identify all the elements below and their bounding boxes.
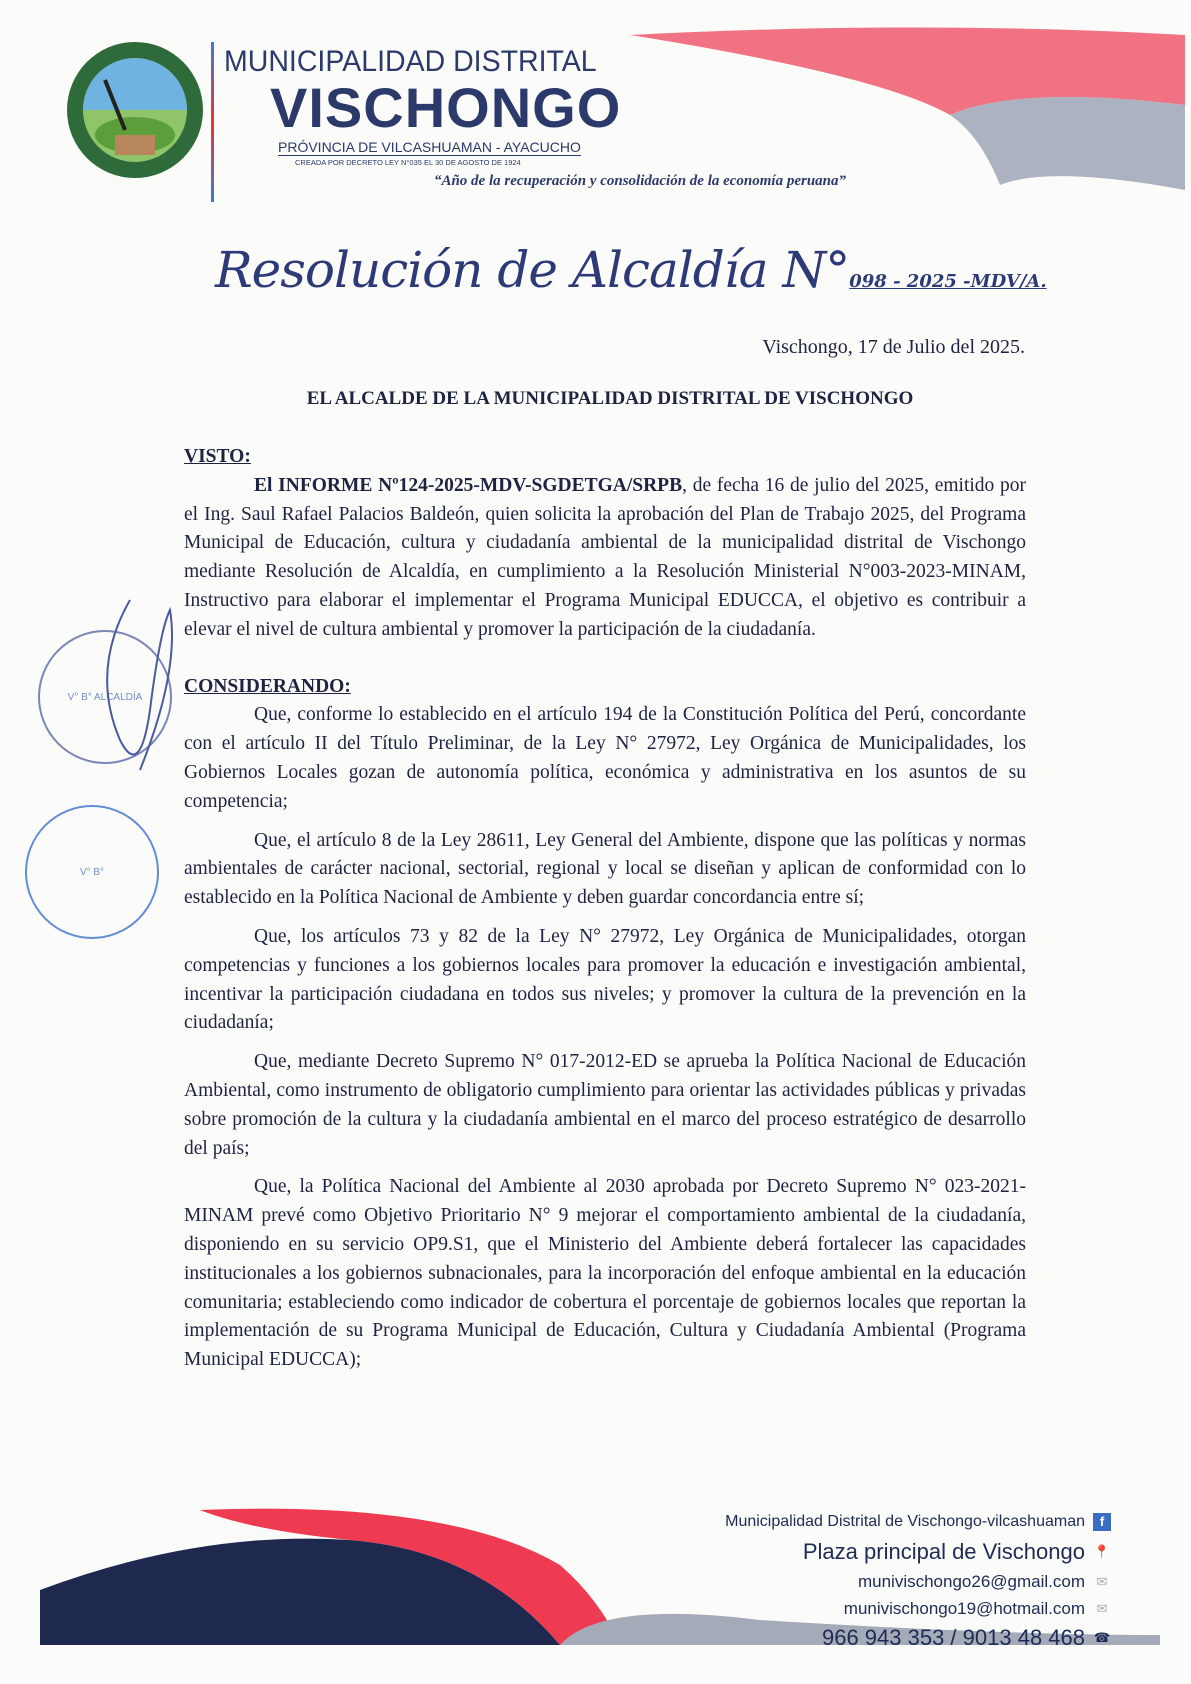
paragraph: Que, conforme lo establecido en el artículo 194 de la Constitución Política del Perú, concordante con el artículo II del Título Preliminar, de la Ley N° 27972, Ley Orgánica de Municipalidades, los Gobiernos Locales gozan de autonomía política, económica y administrativa en los asuntos de su competencia; (184, 704, 1026, 812)
paragraph: Que, el artículo 8 de la Ley 28611, Ley General del Ambiente, dispone que las políticas y normas ambientales de carácter nacional, sectorial, regional y local se diseñan y aplican de conformidad con lo establecido en la Política Nacional de Ambiente y deben guardar concordancia entre sí; (184, 829, 1026, 909)
email-hotmail: munivischongo19@hotmail.com (843, 1598, 1085, 1618)
visto-text: , de fecha 16 de julio del 2025, emitido por el Ing. Saul Rafael Palacios Baldeón, quien solicita la aprobación del Plan de Trabajo 2025, del Programa Municipal de Educación, cultura y ciudadanía ambiental de la municipalidad distrital de Vischongo mediante Resolución de Alcaldía, en cumplimiento a la Resolución Ministerial N°003-2023-MINAM, Instructivo para elaborar el implementar el Programa Municipal EDUCCA, el objetivo es contribuir a elevar el nivel de cultura ambiental y promover la participación de la ciudadanía. (184, 474, 1026, 640)
mail-icon: ✉ (1096, 1600, 1108, 1616)
paragraph: Que, mediante Decreto Supremo N° 017-2012-ED se aprueba la Política Nacional de Educación Ambiental, como instrumento de obligatorio cumplimiento para orientar las actividades públicas y privadas sobre promoción de la cultura y la ciudadanía ambiental en el marco del proceso estratégico de desarrollo del país; (184, 1051, 1026, 1159)
year-motto: “Año de la recuperación y consolidación de la economía peruana” (433, 173, 847, 189)
facebook-icon: f (1093, 1513, 1111, 1531)
document-heading: EL ALCALDE DE LA MUNICIPALIDAD DISTRITAL DE VISCHONGO (306, 388, 914, 409)
stamp-text: V° B° (79, 866, 105, 878)
header-divider (211, 42, 214, 202)
location-pin-icon: 📍 (1093, 1544, 1111, 1559)
visto-section (184, 443, 1026, 645)
creation-decree: CREADA POR DECRETO LEY N°035 EL 30 DE AGOSTO DE 1924 (295, 158, 521, 167)
address-text: Plaza principal de Vischongo (802, 1539, 1085, 1564)
province-text: PRÓVINCIA DE VILCASHUAMAN - AYACUCHO (278, 139, 581, 155)
stamp-text: V° B° ALCALDÍA (67, 691, 143, 703)
org-name: VISCHONGO (270, 76, 622, 139)
resolution-number: 098 - 2025 -MDV/A. (849, 271, 1047, 292)
contact-footer (725, 1508, 1111, 1654)
phone-numbers: 966 943 353 / 9013 48 468 (821, 1625, 1085, 1650)
vobo-stamp (25, 805, 159, 939)
email-gmail: munivischongo26@gmail.com (857, 1571, 1085, 1591)
considerando-section (184, 673, 1026, 1375)
informe-reference: El INFORME Nº124-2025-MDV-SGDETGA/SRPB (254, 474, 683, 496)
visto-label: VISTO: (184, 446, 251, 467)
facebook-page-text: Municipalidad Distrital de Vischongo-vilcashuaman (725, 1513, 1085, 1530)
document-body (184, 443, 1026, 1385)
paragraph: Que, la Política Nacional del Ambiente al 2030 aprobada por Decreto Supremo N° 023-2021-MINAM prevé como Objetivo Prioritario N° 9 mejorar el comportamiento ambiental de la ciudadanía, disponiendo en su servicio OP9.S1, que el Ministerio del Ambiente deberá fortalecer las capacidades institucionales a los gobiernos subnacionales, para la incorporación del enfoque ambiental en la educación comunitaria; estableciendo como indicador de cobertura el porcentaje de gobiernos locales que reportan la implementación de su Programa Municipal de Educación, Cultura y Ciudadanía Ambiental (Programa Municipal EDUCCA); (184, 1176, 1026, 1371)
municipal-seal-logo (65, 40, 205, 180)
signature (67, 590, 180, 790)
document-date: Vischongo, 17 de Julio del 2025. (762, 336, 1025, 358)
phone-icon: ☎ (1093, 1630, 1111, 1645)
header-swoosh-decoration (620, 15, 1191, 195)
document-title (215, 240, 1047, 312)
paragraph: Que, los artículos 73 y 82 de la Ley N° 27972, Ley Orgánica de Municipalidades, otorgan competencias y funciones a los gobiernos locales para promover la educación e investigación ambiental, incentivar la participación ciudadana en todos sus niveles; y promover la cultura de la prevención en la ciudadanía; (184, 925, 1026, 1034)
title-text: Resolución de Alcaldía N° (215, 241, 850, 299)
mail-icon: ✉ (1096, 1573, 1108, 1589)
considerando-label: CONSIDERANDO: (184, 675, 351, 697)
org-line1: MUNICIPALIDAD DISTRITAL (224, 45, 597, 78)
